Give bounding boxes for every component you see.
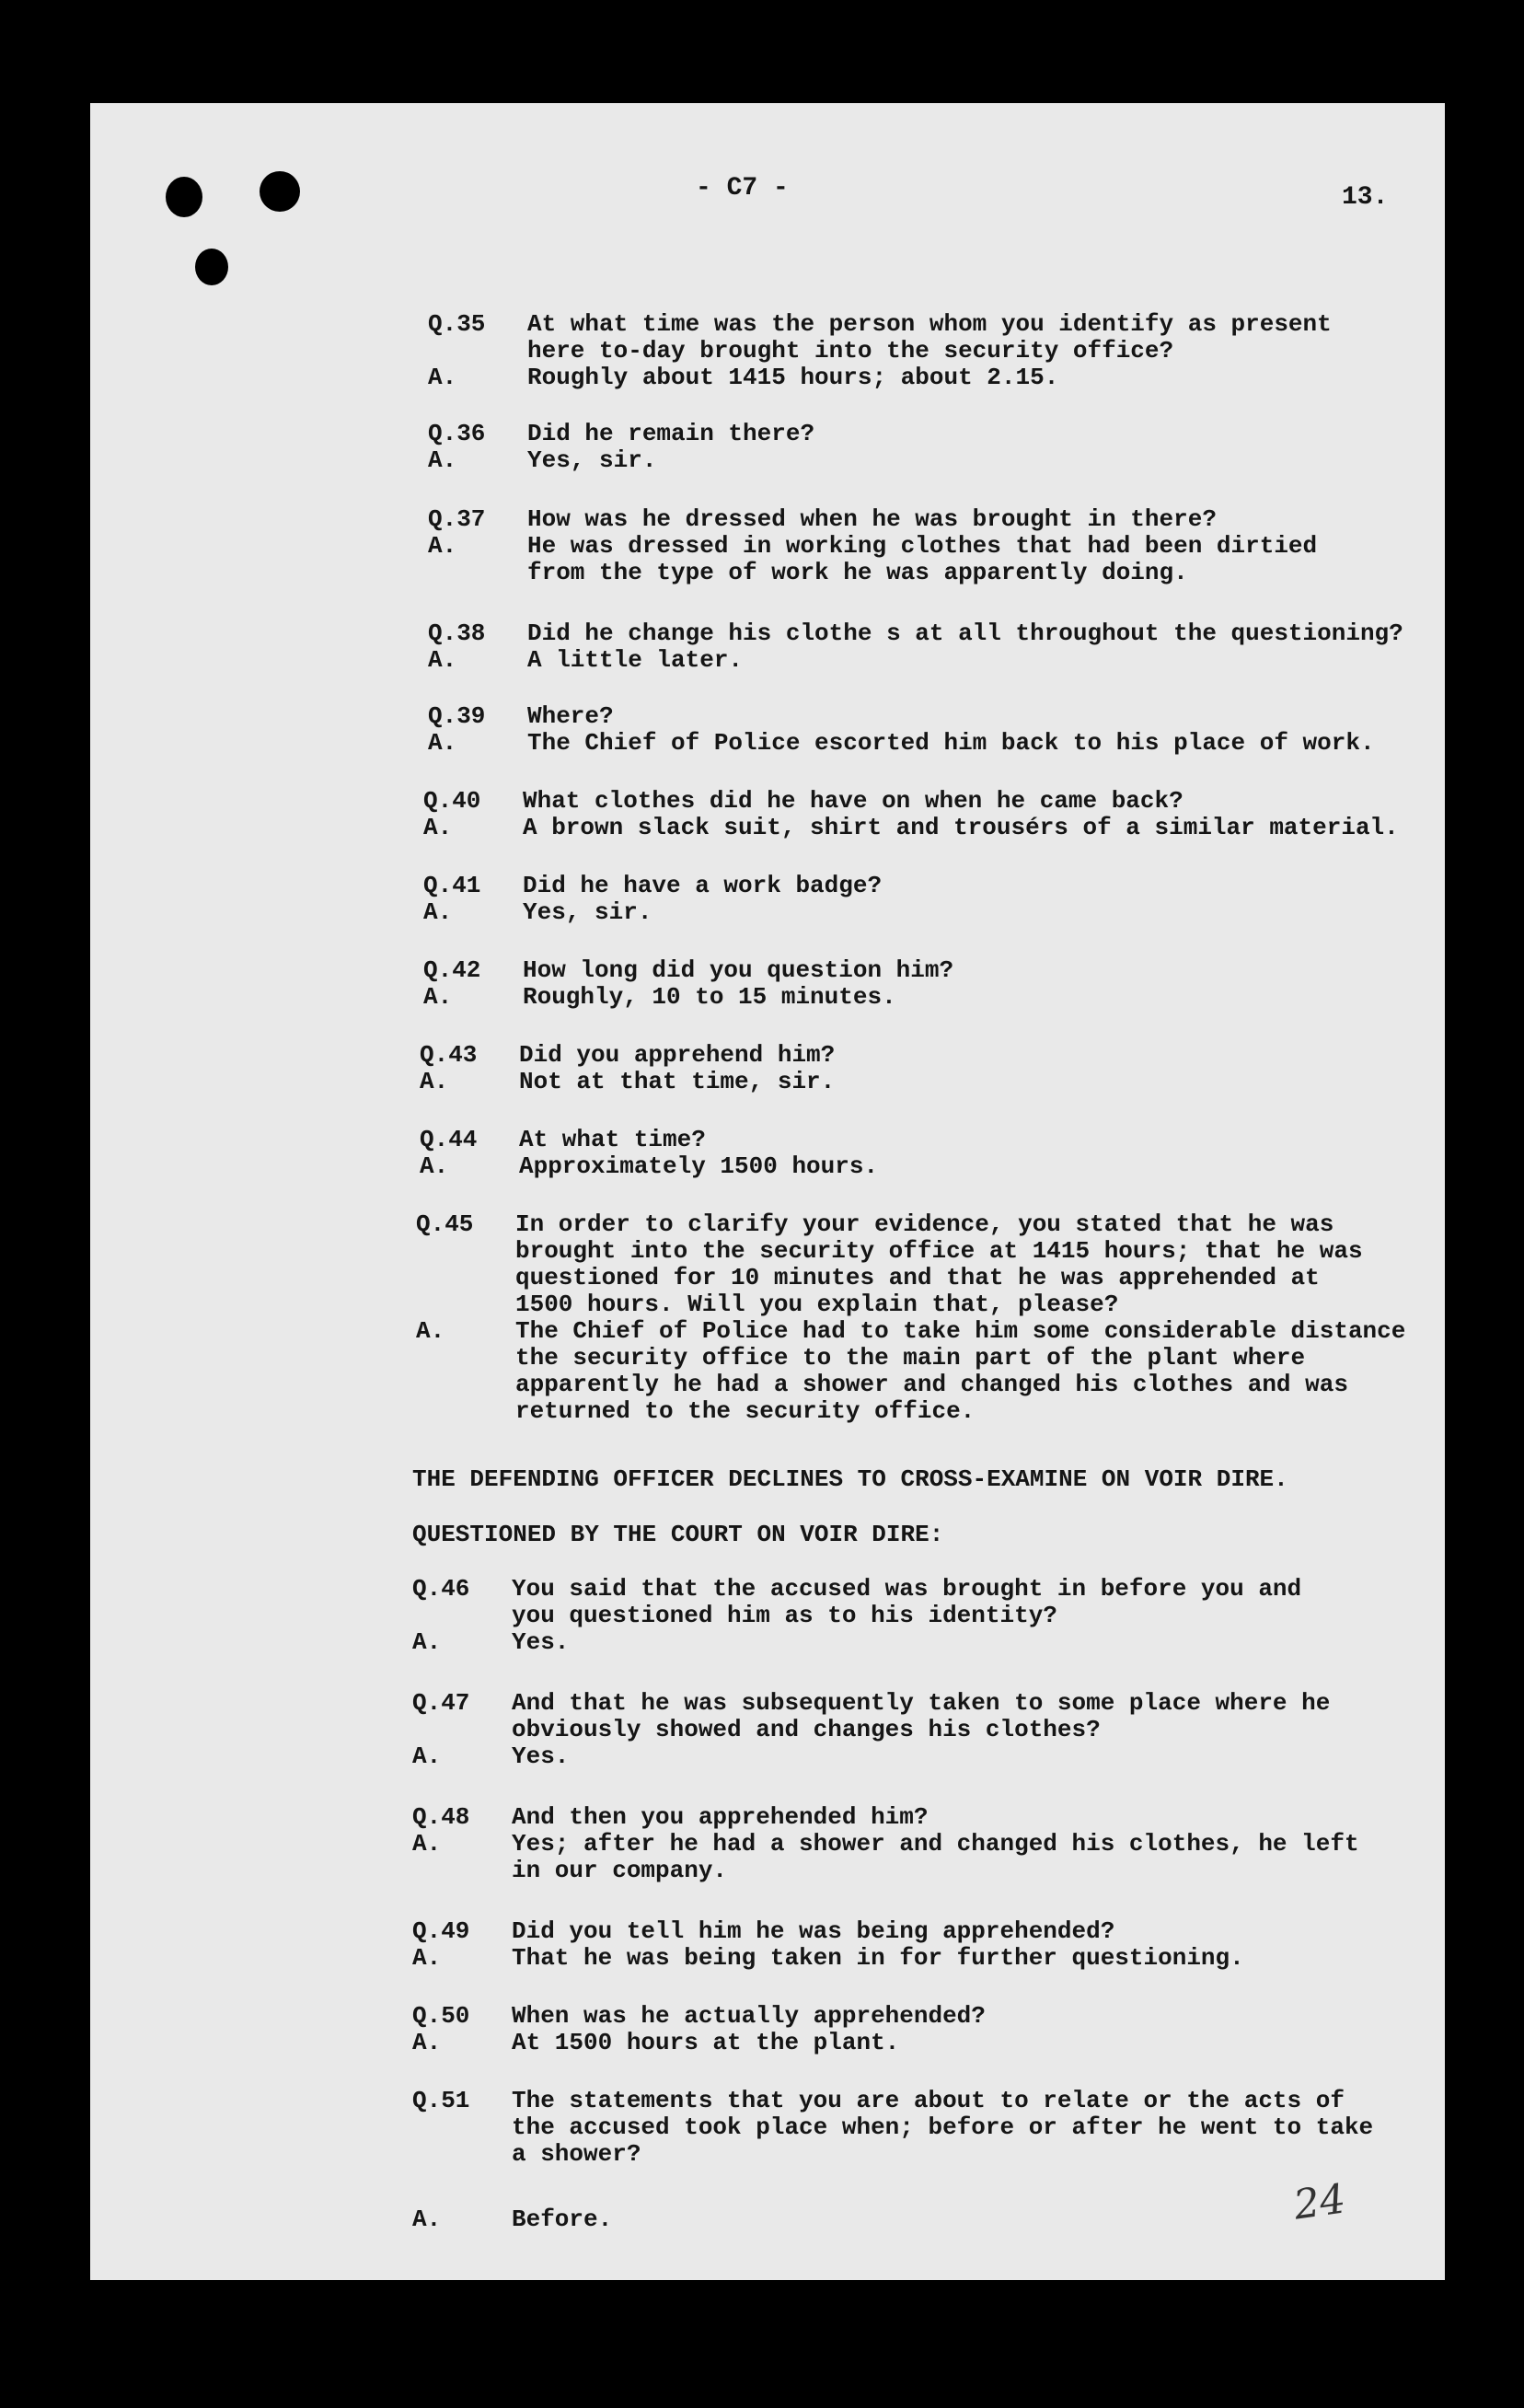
qa-entry (423, 788, 1399, 841)
question-number: Q.38 (428, 619, 486, 647)
question-text: Did you tell him he was being apprehended? (512, 1917, 1115, 1945)
qa-entry (428, 506, 1317, 586)
question-text: Did he have a work badge? (523, 872, 883, 899)
qa-entry (412, 1690, 1330, 1770)
answer-label: A. (412, 1742, 442, 1770)
question-text: Did he change his clothe s at all throughout the questioning? (527, 619, 1403, 647)
answer-label: A. (412, 2205, 442, 2233)
punch-hole-2 (260, 171, 300, 212)
answer-text: The Chief of Police escorted him back to his place of work. (527, 729, 1375, 757)
answer-label: A. (416, 1317, 445, 1345)
qa-entry (412, 2088, 1373, 2233)
answer-text: Yes, sir. (523, 898, 652, 926)
question-number: Q.44 (420, 1126, 478, 1153)
answer-label: A. (428, 364, 457, 391)
document-page (90, 103, 1445, 2280)
question-text: At what time was the person whom you identify as present here to-day brought into the security office? (527, 310, 1332, 365)
punch-hole-3 (195, 249, 228, 285)
question-text: And that he was subsequently taken to some place where he obviously showed and changes his clothes? (512, 1689, 1331, 1743)
question-number: Q.37 (428, 505, 486, 533)
answer-text: Approximately 1500 hours. (519, 1152, 879, 1180)
question-number: Q.35 (428, 310, 486, 338)
answer-text: Roughly, 10 to 15 minutes. (523, 983, 896, 1011)
qa-entry (428, 421, 814, 474)
answer-text: He was dressed in working clothes that had been dirtied from the type of work he was apparently doing. (527, 532, 1318, 586)
qa-entry (423, 873, 882, 926)
answer-text: Yes. (512, 1742, 570, 1770)
question-number: Q.49 (412, 1917, 470, 1945)
answer-label: A. (412, 1944, 442, 1972)
question-number: Q.42 (423, 956, 481, 984)
answer-text: Yes, sir. (527, 446, 657, 474)
answer-label: A. (428, 729, 457, 757)
question-text: The statements that you are about to relate or the acts of the accused took place when; before or after he went to take a shower? (512, 2087, 1374, 2168)
answer-text: The Chief of Police had to take him some considerable distance the security office to the main part of the plant where apparently he had a shower and changed his clothes and was returned to the security office. (515, 1317, 1406, 1425)
answer-label: A. (423, 898, 453, 926)
answer-text: Before. (512, 2205, 613, 2233)
question-number: Q.41 (423, 872, 481, 899)
question-number: Q.51 (412, 2087, 470, 2114)
answer-label: A. (420, 1068, 449, 1095)
answer-text: A brown slack suit, shirt and trousérs of a similar material. (523, 814, 1399, 841)
qa-entry (428, 703, 1375, 757)
answer-text: Roughly about 1415 hours; about 2.15. (527, 364, 1059, 391)
questioned-by-court-heading: QUESTIONED BY THE COURT ON VOIR DIRE: (412, 1521, 944, 1548)
question-text: Where? (527, 702, 614, 730)
qa-entry (420, 1127, 878, 1180)
question-text: Did he remain there? (527, 420, 815, 447)
page-number: - C7 - (696, 174, 789, 203)
question-text: When was he actually apprehended? (512, 2002, 986, 2030)
question-number: Q.50 (412, 2002, 470, 2030)
answer-label: A. (423, 983, 453, 1011)
question-text: You said that the accused was brought in before you and you questioned him as to his identity? (512, 1575, 1302, 1629)
qa-entry (423, 957, 953, 1011)
question-number: Q.46 (412, 1575, 470, 1603)
question-text: Did you apprehend him? (519, 1041, 836, 1069)
handwritten-page-mark: 24 (1290, 2175, 1349, 2229)
question-text: And then you apprehended him? (512, 1803, 929, 1831)
question-text: In order to clarify your evidence, you stated that he was brought into the security office at 1415 hours; that he was questioned for 10 minutes and that he was apprehended at 1500 hours. Will you explain that, please? (515, 1210, 1363, 1318)
qa-entry (428, 311, 1332, 391)
answer-label: A. (428, 646, 457, 674)
qa-entry (412, 1576, 1301, 1656)
punch-hole-1 (166, 177, 202, 217)
qa-entry (412, 1918, 1244, 1972)
answer-label: A. (428, 446, 457, 474)
question-text: What clothes did he have on when he came back? (523, 787, 1183, 815)
answer-label: A. (412, 2029, 442, 2056)
answer-text: A little later. (527, 646, 744, 674)
question-number: Q.39 (428, 702, 486, 730)
qa-entry (416, 1211, 1405, 1425)
answer-text: Yes; after he had a shower and changed his clothes, he left in our company. (512, 1830, 1359, 1884)
question-number: Q.48 (412, 1803, 470, 1831)
qa-entry (428, 620, 1403, 674)
question-text: At what time? (519, 1126, 706, 1153)
answer-text: Yes. (512, 1628, 570, 1656)
answer-label: A. (423, 814, 453, 841)
question-text: How was he dressed when he was brought in there? (527, 505, 1217, 533)
answer-label: A. (412, 1628, 442, 1656)
answer-text: At 1500 hours at the plant. (512, 2029, 900, 2056)
question-text: How long did you question him? (523, 956, 954, 984)
question-number: Q.40 (423, 787, 481, 815)
question-number: Q.36 (428, 420, 486, 447)
qa-entry (412, 2003, 986, 2056)
sheet-number: 13. (1342, 183, 1389, 212)
defending-officer-heading: THE DEFENDING OFFICER DECLINES TO CROSS-EXAMINE ON VOIR DIRE. (412, 1465, 1288, 1493)
answer-label: A. (420, 1152, 449, 1180)
qa-entry (412, 1804, 1359, 1884)
answer-text: Not at that time, sir. (519, 1068, 836, 1095)
answer-label: A. (428, 532, 457, 560)
question-number: Q.43 (420, 1041, 478, 1069)
question-number: Q.45 (416, 1210, 474, 1238)
answer-text: That he was being taken in for further questioning. (512, 1944, 1244, 1972)
question-number: Q.47 (412, 1689, 470, 1717)
qa-entry (420, 1042, 835, 1095)
answer-label: A. (412, 1830, 442, 1858)
